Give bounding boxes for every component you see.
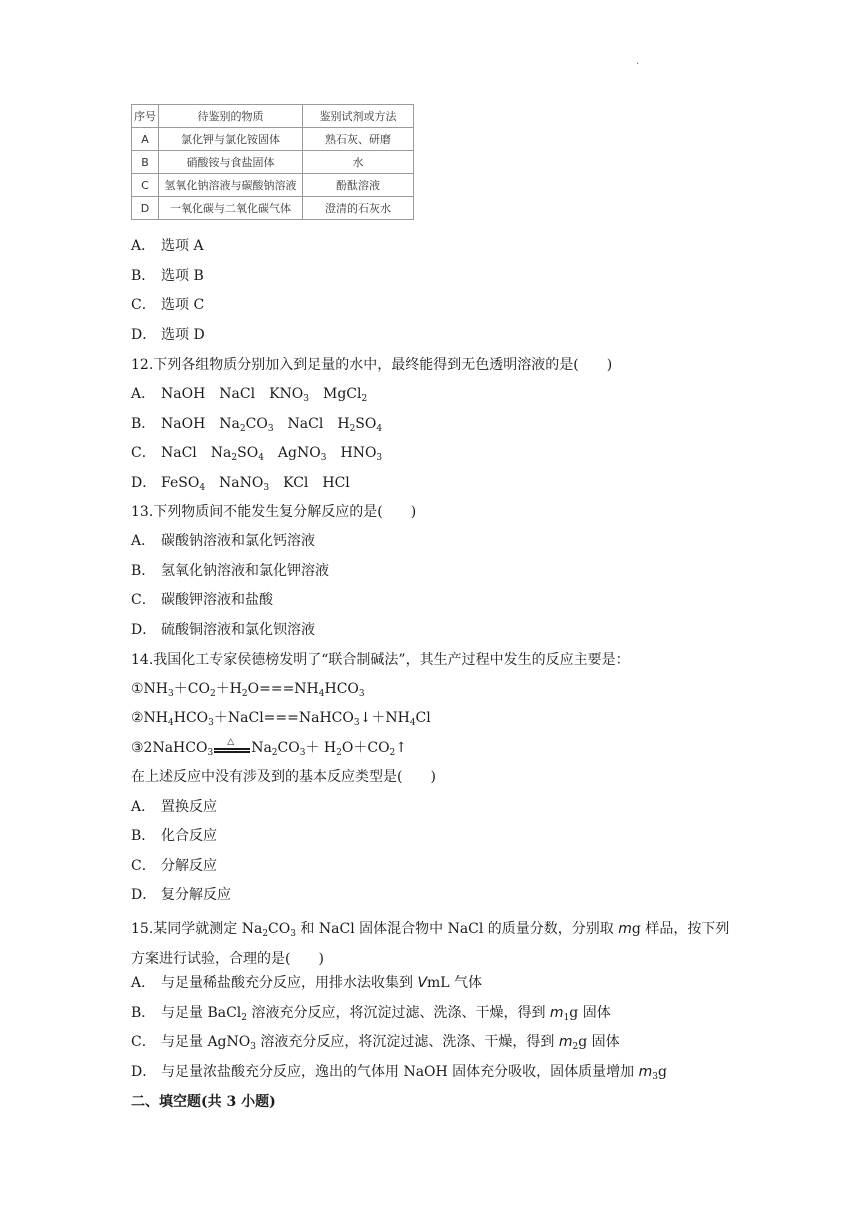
table-cell: 一氧化碳与二氧化碳气体 bbox=[159, 197, 303, 220]
q14-option-b bbox=[131, 826, 217, 846]
option-label: A． bbox=[131, 238, 156, 254]
subscript: 4 bbox=[318, 689, 325, 699]
option-text: 溶液充分反应，将沉淀过滤、洗涤、干燥，得到 bbox=[255, 1034, 559, 1050]
q14-option-a bbox=[131, 797, 217, 817]
mass-variable: m bbox=[549, 1005, 564, 1021]
option-label: C． bbox=[131, 858, 156, 874]
q14-equation-1 bbox=[131, 679, 365, 699]
formula-text: AgNO bbox=[263, 445, 321, 461]
formula-text: ＋H bbox=[215, 681, 242, 697]
subscript: 2 bbox=[389, 748, 396, 758]
table-row bbox=[132, 197, 414, 220]
header-mark: . bbox=[636, 56, 640, 67]
formula-text: Na bbox=[251, 740, 272, 756]
option-text: 溶液充分反应，将沉淀过滤、洗涤、干燥，得到 bbox=[247, 1005, 550, 1021]
option-label: C． bbox=[131, 445, 156, 461]
formula-text: ①NH bbox=[131, 681, 169, 697]
option-label: D． bbox=[131, 475, 157, 491]
q11-option-a bbox=[131, 236, 204, 256]
subscript: 2 bbox=[572, 1042, 579, 1052]
subscript: 2 bbox=[209, 689, 216, 699]
q14-question: 在上述反应中没有涉及到的基本反应类型是( ) bbox=[131, 769, 436, 785]
option-text: 与足量稀盐酸充分反应，用排水法收集到 bbox=[161, 975, 418, 991]
formula-text: O===NH bbox=[247, 681, 319, 697]
option-text: 置换反应 bbox=[161, 799, 217, 815]
subscript: 2 bbox=[231, 453, 238, 463]
subscript: 3 bbox=[267, 424, 274, 434]
formula-text: Cl bbox=[415, 710, 431, 726]
subscript: 4 bbox=[376, 424, 383, 434]
option-text: 氢氧化钠溶液和氯化钾溶液 bbox=[161, 563, 329, 579]
option-label: A． bbox=[131, 533, 156, 549]
stem-text: 15.某同学就测定 Na bbox=[131, 921, 263, 937]
q11-option-d bbox=[131, 325, 205, 345]
option-text: 与足量 BaCl bbox=[161, 1005, 242, 1021]
table-cell: 澄清的石灰水 bbox=[303, 197, 414, 220]
option-label: B． bbox=[131, 268, 156, 284]
subscript: 2 bbox=[241, 689, 248, 699]
q13-option-b bbox=[131, 561, 329, 581]
option-text: g 固体 bbox=[569, 1005, 611, 1021]
subscript: 2 bbox=[262, 929, 269, 939]
table-cell: 氯化钾与氯化铵固体 bbox=[159, 128, 303, 151]
formula-text: ＋NaCl===NaHCO bbox=[213, 710, 354, 726]
subscript: 3 bbox=[207, 748, 214, 758]
option-label: B． bbox=[131, 1005, 156, 1021]
q12-option-d bbox=[131, 473, 350, 493]
formula-text: ↓＋NH bbox=[359, 710, 410, 726]
formula-text: HNO bbox=[326, 445, 377, 461]
q13-option-c bbox=[131, 590, 273, 610]
q12-option-a bbox=[131, 384, 367, 404]
formula-text: SO bbox=[237, 445, 259, 461]
q12-stem: 12.下列各组物质分别加入到足量的水中，最终能得到无色透明溶液的是( ) bbox=[131, 357, 613, 373]
formula-text: ＋ H bbox=[305, 740, 337, 756]
subscript: 4 bbox=[199, 483, 206, 493]
option-text: 选项 B bbox=[161, 268, 204, 284]
formula-text: CO bbox=[245, 416, 268, 432]
subscript: 3 bbox=[250, 1042, 256, 1052]
q12-option-b bbox=[131, 414, 382, 434]
formula-text: NaOH Na bbox=[161, 416, 240, 432]
formula-text: HCO bbox=[173, 710, 209, 726]
table-cell: 硝酸铵与食盐固体 bbox=[159, 151, 303, 174]
formula-text: NaCl H bbox=[273, 416, 350, 432]
subscript: 4 bbox=[409, 718, 416, 728]
subscript: 2 bbox=[241, 1013, 248, 1023]
formula-text: MgCl bbox=[309, 386, 362, 402]
table-cell: 氢氧化钠溶液与碳酸钠溶液 bbox=[159, 174, 303, 197]
heating-condition-sign bbox=[214, 737, 250, 755]
mass-variable: m bbox=[618, 921, 632, 937]
q15-option-b bbox=[131, 1003, 611, 1023]
subscript: 2 bbox=[361, 394, 368, 404]
identification-table bbox=[131, 104, 414, 220]
mass-variable: m bbox=[638, 1064, 653, 1080]
option-label: B． bbox=[131, 563, 156, 579]
table-header-row bbox=[132, 105, 414, 128]
subscript: 3 bbox=[353, 718, 360, 728]
table-header-cell: 序号 bbox=[132, 105, 159, 128]
subscript: 3 bbox=[208, 718, 214, 728]
formula-text: KCl HCl bbox=[269, 475, 350, 491]
option-label: D． bbox=[131, 1064, 157, 1080]
option-text: 硫酸铜溶液和氯化钡溶液 bbox=[161, 622, 315, 638]
equals-bar bbox=[214, 751, 250, 753]
equals-bar bbox=[214, 748, 250, 750]
stem-text: 和 NaCl 固体混合物中 NaCl 的质量分数，分别取 bbox=[295, 921, 619, 937]
q12-option-c bbox=[131, 443, 382, 463]
q14-stem: 14.我国化工专家侯德榜发明了“联合制碱法”，其生产过程中发生的反应主要是： bbox=[131, 652, 630, 668]
option-text: 选项 A bbox=[161, 238, 204, 254]
formula-text: NaCl Na bbox=[161, 445, 232, 461]
formula-text: NaNO bbox=[205, 475, 264, 491]
option-text: 分解反应 bbox=[161, 858, 217, 874]
subscript: 3 bbox=[303, 394, 309, 404]
option-text: 与足量浓盐酸充分反应，逸出的气体用 NaOH 固体充分吸收，固体质量增加 bbox=[161, 1064, 639, 1080]
option-text: 碳酸钾溶液和盐酸 bbox=[161, 592, 273, 608]
subscript: 3 bbox=[376, 453, 383, 463]
option-label: C． bbox=[131, 1034, 156, 1050]
q14-equation-3 bbox=[131, 738, 407, 758]
option-label: C． bbox=[131, 592, 156, 608]
subscript: 1 bbox=[563, 1013, 570, 1023]
formula-text: FeSO bbox=[161, 475, 200, 491]
option-label: A． bbox=[131, 975, 156, 991]
option-text: 化合反应 bbox=[161, 828, 217, 844]
formula-text: SO bbox=[355, 416, 377, 432]
q11-option-b bbox=[131, 266, 204, 286]
table-cell: A bbox=[132, 128, 159, 151]
subscript: 3 bbox=[358, 689, 365, 699]
option-text: 复分解反应 bbox=[161, 887, 231, 903]
table-cell: C bbox=[132, 174, 159, 197]
subscript: 3 bbox=[168, 689, 174, 699]
subscript: 4 bbox=[168, 718, 174, 728]
q15-option-c bbox=[131, 1032, 620, 1052]
subscript: 2 bbox=[271, 748, 278, 758]
table-header-cell: 鉴别试剂或方法 bbox=[303, 105, 414, 128]
option-label: D． bbox=[131, 887, 157, 903]
formula-text: ↑ bbox=[395, 740, 408, 756]
formula-text: NaOH NaCl KNO bbox=[161, 386, 304, 402]
subscript: 2 bbox=[239, 424, 246, 434]
q15-option-d bbox=[131, 1062, 667, 1082]
option-label: B． bbox=[131, 828, 156, 844]
option-text: 选项 C bbox=[161, 297, 205, 313]
table-cell: 熟石灰、研磨 bbox=[303, 128, 414, 151]
table-cell: D bbox=[132, 197, 159, 220]
formula-text: ②NH bbox=[131, 710, 169, 726]
subscript: 3 bbox=[320, 453, 327, 463]
subscript: 2 bbox=[336, 748, 342, 758]
subscript: 3 bbox=[290, 929, 296, 939]
q15-option-a bbox=[131, 973, 482, 993]
option-label: D． bbox=[131, 327, 157, 343]
table-header-cell: 待鉴别的物质 bbox=[159, 105, 303, 128]
q14-option-c bbox=[131, 856, 217, 876]
table-cell: 水 bbox=[303, 151, 414, 174]
heat-symbol: △ bbox=[227, 737, 235, 747]
table-row bbox=[132, 174, 414, 197]
option-text: 与足量 AgNO bbox=[161, 1034, 251, 1050]
formula-text: HCO bbox=[324, 681, 359, 697]
table-row bbox=[132, 128, 414, 151]
formula-text: ③2NaHCO bbox=[131, 740, 208, 756]
option-text: mL 气体 bbox=[427, 975, 483, 991]
subscript: 3 bbox=[652, 1072, 659, 1082]
subscript: 3 bbox=[263, 483, 270, 493]
table-cell: B bbox=[132, 151, 159, 174]
formula-text: CO bbox=[277, 740, 300, 756]
stem-text: CO bbox=[268, 921, 291, 937]
subscript: 4 bbox=[258, 453, 264, 463]
option-label: A． bbox=[131, 386, 156, 402]
q14-equation-2 bbox=[131, 708, 431, 728]
q13-option-d bbox=[131, 620, 315, 640]
q14-option-d bbox=[131, 885, 231, 905]
option-label: C． bbox=[131, 297, 156, 313]
q15-stem bbox=[131, 914, 731, 974]
section-heading: 二、填空题(共 3 小题) bbox=[131, 1094, 276, 1110]
table-cell: 酚酞溶液 bbox=[303, 174, 414, 197]
option-text: 碳酸钠溶液和氯化钙溶液 bbox=[161, 533, 315, 549]
subscript: 2 bbox=[349, 424, 356, 434]
formula-text: ＋CO bbox=[173, 681, 210, 697]
q11-option-c bbox=[131, 295, 204, 315]
option-label: D． bbox=[131, 622, 157, 638]
q13-stem: 13.下列物质间不能发生复分解反应的是( ) bbox=[131, 504, 417, 520]
option-label: A． bbox=[131, 799, 156, 815]
stem-text: g 样品，按下列方案进行试验，合理的是( ) bbox=[131, 921, 730, 967]
option-text: 选项 D bbox=[161, 327, 205, 343]
table-row bbox=[132, 151, 414, 174]
mass-variable: m bbox=[558, 1034, 573, 1050]
option-text: g bbox=[658, 1064, 667, 1080]
subscript: 3 bbox=[299, 748, 306, 758]
volume-variable: V bbox=[417, 975, 428, 991]
option-text: g 固体 bbox=[578, 1034, 620, 1050]
option-label: B． bbox=[131, 416, 156, 432]
formula-text: O＋CO bbox=[341, 740, 390, 756]
q13-option-a bbox=[131, 531, 315, 551]
